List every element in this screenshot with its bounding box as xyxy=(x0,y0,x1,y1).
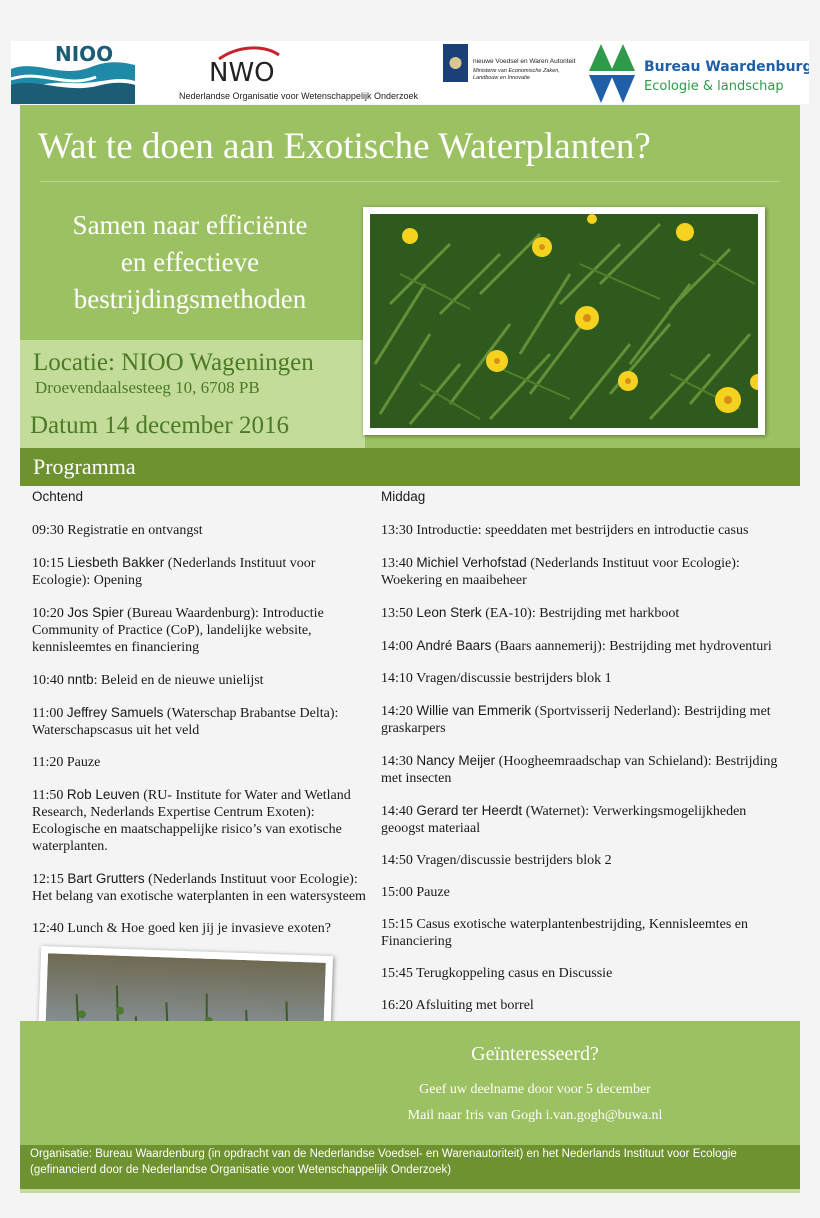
item-speaker: André Baars xyxy=(416,638,492,653)
item-time: 15:15 xyxy=(381,917,413,932)
organisation-text: Organisatie: Bureau Waardenburg (in opdracht van de Nederlandse Voedsel- en Warenautoriteit) en het Nederlands Instituut voor Ecologie (gefinancierd door de Nederlandse Organisatie voor Wetenschappelijk Onderzoek) xyxy=(30,1148,737,1176)
flower-photo xyxy=(363,207,765,435)
item-time: 09:30 xyxy=(32,523,64,538)
programma-item xyxy=(32,754,370,771)
item-description: (Waterschap Brabantse Delta): Waterschapscasus uit het veld xyxy=(32,706,339,738)
item-time: 14:30 xyxy=(381,754,413,769)
item-speaker: nntb xyxy=(67,672,94,687)
item-speaker: Bart Grutters xyxy=(67,871,145,886)
item-time: 15:45 xyxy=(381,966,413,981)
middag-list xyxy=(381,522,791,1014)
item-description: Pauze xyxy=(66,755,101,770)
svg-text:Nederlandse Organisatie voor W: Nederlandse Organisatie voor Wetenschappelijk Onderzoek xyxy=(179,91,418,101)
item-description: Casus exotische waterplantenbestrijding, Kennisleemtes en Financiering xyxy=(381,917,749,949)
programma-item xyxy=(32,554,370,589)
nwo-logo xyxy=(169,41,437,104)
svg-text:NIOO: NIOO xyxy=(55,42,114,66)
svg-text:NWO: NWO xyxy=(209,58,275,88)
item-speaker: Michiel Verhofstad xyxy=(416,555,527,570)
item-speaker: Rob Leuven xyxy=(66,787,140,802)
item-time: 13:40 xyxy=(381,556,413,571)
programma-item xyxy=(32,786,370,855)
middag-heading: Middag xyxy=(381,489,426,504)
bureau-waardenburg-logo xyxy=(587,41,809,104)
cta-deadline: Geef uw deelname door voor 5 december xyxy=(419,1082,651,1097)
subtitle-line: en effectieve xyxy=(120,247,260,277)
location-title: Locatie: NIOO Wageningen xyxy=(33,349,314,376)
subtitle-line: Samen naar efficiënte xyxy=(72,210,308,240)
item-description: (RU- Institute for Water and Wetland Research, Nederlands Expertise Centrum Exoten): Ecologische en maatschappelijke risico’s van exotische waterplanten. xyxy=(32,788,351,854)
programma-item xyxy=(381,637,791,655)
item-description: : Beleid en de nieuwe unielijst xyxy=(93,673,264,688)
item-time: 13:50 xyxy=(381,606,413,621)
item-time: 12:40 xyxy=(32,921,64,936)
programma-item xyxy=(32,604,370,656)
item-time: 14:00 xyxy=(381,639,413,654)
svg-text:Landbouw en Innovatie: Landbouw en Innovatie xyxy=(473,75,530,81)
ochtend-list xyxy=(32,522,370,937)
item-speaker: Leon Sterk xyxy=(416,605,482,620)
item-description: Pauze xyxy=(416,885,450,900)
item-time: 10:40 xyxy=(32,673,64,688)
item-time: 11:20 xyxy=(32,755,64,770)
programma-item xyxy=(32,704,370,739)
item-description: (Bureau Waardenburg): Introductie Community of Practice (CoP), landelijke website, kennisleemtes en financiering xyxy=(32,606,324,655)
subtitle xyxy=(30,207,350,318)
programma-item xyxy=(381,852,791,869)
svg-text:Ecologie & landschap: Ecologie & landschap xyxy=(644,79,784,94)
programma-item xyxy=(381,965,791,982)
footer-strip xyxy=(20,1189,800,1193)
item-speaker: Liesbeth Bakker xyxy=(67,555,165,570)
item-time: 14:20 xyxy=(381,704,413,719)
item-description: Introductie: speeddaten met bestrijders en introductie casus xyxy=(416,523,749,538)
item-time: 11:00 xyxy=(32,706,64,721)
item-description: (Waternet): Verwerkingsmogelijkheden geoogst materiaal xyxy=(381,804,747,836)
item-speaker: Willie van Emmerik xyxy=(416,703,532,718)
item-speaker: Jos Spier xyxy=(67,605,124,620)
page-title: Wat te doen aan Exotische Waterplanten? xyxy=(38,126,651,167)
item-time: 11:50 xyxy=(32,788,64,803)
item-description: Vragen/discussie bestrijders blok 2 xyxy=(416,853,612,868)
item-time: 12:15 xyxy=(32,872,64,887)
svg-text:Bureau Waardenburg: Bureau Waardenburg xyxy=(644,59,809,75)
event-date: Datum 14 december 2016 xyxy=(30,412,289,439)
programma-item xyxy=(381,997,791,1014)
item-time: 15:00 xyxy=(381,885,413,900)
cta-heading: Geïnteresseerd? xyxy=(471,1043,599,1065)
programma-item xyxy=(381,670,791,687)
programma-item xyxy=(381,884,791,901)
item-description: (Nederlands Instituut voor Ecologie): Het belang van exotische waterplanten in een watersysteem xyxy=(32,872,366,904)
programma-item xyxy=(381,554,791,589)
ochtend-heading: Ochtend xyxy=(32,489,84,504)
programma-heading: Programma xyxy=(33,454,136,479)
item-speaker: Nancy Meijer xyxy=(416,753,496,768)
ochtend-column xyxy=(32,488,370,952)
item-description: (Baars aannemerij): Bestrijding met hydroventuri xyxy=(494,639,772,654)
programma-item xyxy=(32,920,370,937)
item-description: Terugkoppeling casus en Discussie xyxy=(416,966,613,981)
programma-item xyxy=(32,870,370,905)
item-description: (Hoogheemraadschap van Schieland): Bestrijding met insecten xyxy=(381,754,778,786)
location-address: Droevendaalsesteeg 10, 6708 PB xyxy=(35,378,260,397)
item-description: Lunch & Hoe goed ken jij je invasieve exoten? xyxy=(67,921,331,936)
item-time: 14:50 xyxy=(381,853,413,868)
item-description: (Nederlands Instituut voor Ecologie): Opening xyxy=(32,556,316,588)
item-description: (EA-10): Bestrijding met harkboot xyxy=(485,606,680,621)
item-time: 10:15 xyxy=(32,556,64,571)
item-time: 10:20 xyxy=(32,606,64,621)
programma-item xyxy=(381,802,791,837)
programma-item xyxy=(381,916,791,950)
programma-item xyxy=(381,752,791,787)
logo-strip xyxy=(11,41,809,104)
item-description: Registratie en ontvangst xyxy=(67,523,203,538)
programma-item xyxy=(381,702,791,737)
item-description: Vragen/discussie bestrijders blok 1 xyxy=(416,671,612,686)
item-time: 13:30 xyxy=(381,523,413,538)
item-speaker: Jeffrey Samuels xyxy=(66,705,164,720)
programma-bar xyxy=(20,448,800,486)
programma-item xyxy=(381,522,791,539)
nioo-logo xyxy=(11,41,135,104)
programma-item xyxy=(32,522,370,539)
svg-text:Ministerie van Economische Zak: Ministerie van Economische Zaken, xyxy=(473,68,560,74)
item-description: Afsluiting met borrel xyxy=(415,998,534,1013)
cta-contact[interactable]: Mail naar Iris van Gogh i.van.gogh@buwa.nl xyxy=(407,1108,663,1123)
item-time: 16:20 xyxy=(381,998,413,1013)
item-description: (Nederlands Instituut voor Ecologie): Woekering en maaibeheer xyxy=(381,556,740,588)
item-speaker: Gerard ter Heerdt xyxy=(416,803,523,818)
item-time: 14:10 xyxy=(381,671,413,686)
item-time: 14:40 xyxy=(381,804,413,819)
programma-item xyxy=(32,671,370,689)
item-description: (Sportvisserij Nederland): Bestrijding met graskarpers xyxy=(381,704,771,736)
programma-item xyxy=(381,604,791,622)
title-divider xyxy=(40,181,780,182)
svg-text:nieuwe Voedsel en Waren Autori: nieuwe Voedsel en Waren Autoriteit xyxy=(473,58,576,65)
subtitle-line: bestrijdingsmethoden xyxy=(73,284,307,314)
middag-column xyxy=(381,488,791,1029)
nvwa-logo xyxy=(431,41,601,104)
